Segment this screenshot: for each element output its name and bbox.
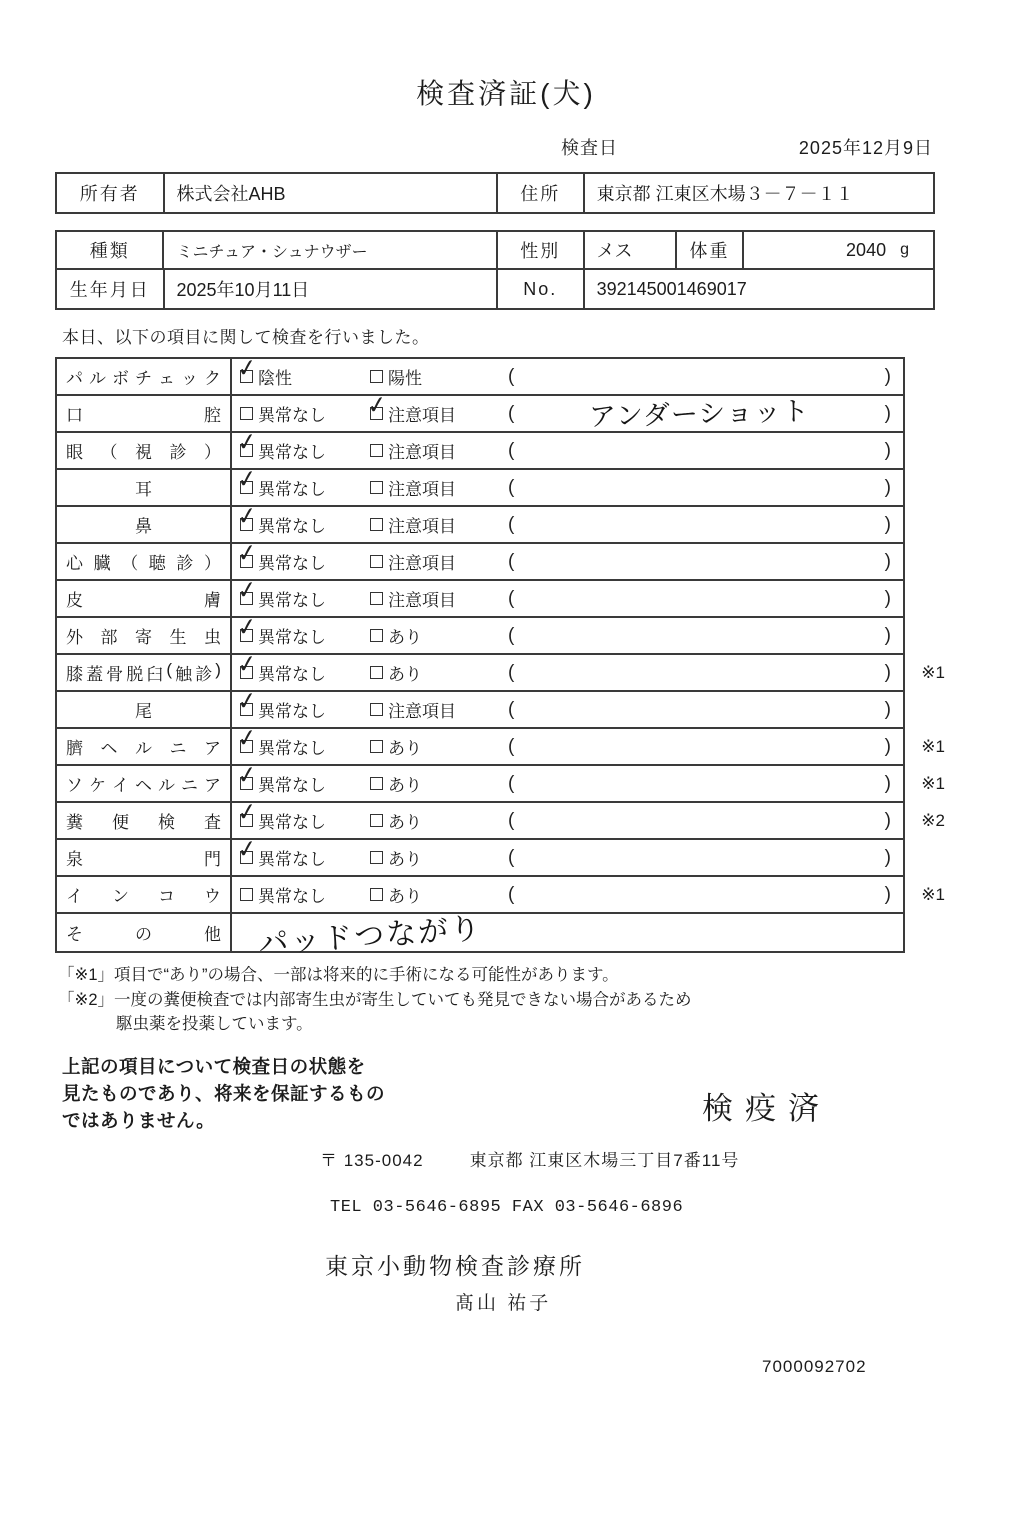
exam-option-2 [370, 623, 508, 648]
exam-option-2 [370, 364, 508, 389]
exam-option-1-label: 異常なし [258, 517, 326, 536]
checkbox-icon[interactable] [365, 390, 389, 421]
checkmark-icon: ✓ [235, 797, 259, 828]
exam-options-cell [232, 464, 903, 505]
exam-option-1 [235, 797, 370, 833]
exam-option-2-label: 注意項目 [388, 591, 456, 610]
row-footnote-mark: ※1 [921, 773, 945, 793]
close-paren: ) [884, 476, 891, 498]
exam-options-cell [232, 390, 903, 432]
exam-option-2 [370, 438, 508, 463]
clinic-tel-fax: TEL 03-5646-6895 FAX 03-5646-6896 [330, 1197, 684, 1217]
exam-option-2 [370, 882, 508, 907]
checkbox-icon[interactable] [370, 666, 383, 679]
exam-option-1 [235, 575, 370, 611]
open-paren: ( [508, 661, 515, 683]
exam-table [55, 353, 945, 961]
sex-label: 性別 [498, 232, 585, 268]
exam-item-label-cell [57, 433, 232, 468]
close-paren: ) [884, 513, 891, 535]
no-label: No. [498, 270, 585, 308]
exam-option-2 [370, 697, 508, 722]
exam-option-2-label: 注意項目 [388, 702, 456, 721]
checkbox-icon[interactable] [370, 444, 383, 457]
exam-remark-field [508, 477, 891, 499]
open-paren: ( [508, 735, 515, 757]
exam-option-1-label: 異常なし [258, 554, 326, 573]
exam-row [57, 501, 903, 544]
exam-row [57, 686, 903, 729]
open-paren: ( [508, 698, 515, 720]
exam-item-label: 外 部 寄 生 虫 [66, 628, 221, 647]
exam-remark-field [508, 366, 891, 388]
checkmark-icon: ✓ [235, 612, 259, 643]
exam-item-label: 眼 （ 視 診 ） [66, 443, 221, 462]
exam-option-2 [370, 771, 508, 796]
exam-option-2-label: 注意項目 [388, 554, 456, 573]
row-footnote-mark: ※1 [921, 884, 945, 904]
exam-option-2-label: あり [388, 813, 422, 832]
open-paren: ( [508, 772, 515, 794]
open-paren: ( [508, 402, 515, 424]
exam-option-2 [370, 734, 508, 759]
exam-option-2-label: 注意項目 [388, 480, 456, 499]
exam-item-label-cell [57, 766, 232, 801]
serial-number: 7000092702 [762, 1356, 867, 1376]
exam-option-1-label: 異常なし [258, 702, 326, 721]
open-paren: ( [508, 476, 515, 498]
exam-option-2-label: あり [388, 850, 422, 869]
exam-options-cell [232, 877, 903, 912]
checkbox-icon[interactable] [235, 612, 259, 643]
address-value: 東京都 江東区木場３－７－１１ [596, 184, 854, 204]
checkmark-icon: ✓ [235, 723, 259, 754]
exam-option-1 [235, 538, 370, 574]
breed-value: ミニチュア・シュナウザー [164, 232, 497, 268]
exam-item-label: 口 腔 [66, 406, 221, 425]
exam-option-1-label: 異常なし [258, 406, 326, 425]
exam-row [57, 723, 945, 766]
exam-option-1-label: 異常なし [258, 665, 326, 684]
exam-item-label-cell [57, 655, 232, 690]
quarantine-stamp: 検疫済 [702, 1090, 831, 1126]
exam-item-label: 泉 門 [66, 850, 221, 869]
exam-row [57, 464, 903, 507]
handwritten-note: パッドつながり [257, 911, 484, 961]
close-paren: ) [884, 809, 891, 831]
exam-option-1 [235, 723, 370, 759]
checkbox-icon[interactable] [370, 703, 383, 716]
open-paren: ( [508, 439, 515, 461]
exam-row [57, 427, 903, 470]
exam-item-label: 皮 膚 [66, 591, 221, 610]
close-paren: ) [884, 439, 891, 461]
exam-option-1-label: 異常なし [258, 850, 326, 869]
checkbox-icon[interactable] [370, 481, 383, 494]
bottom-section [62, 1053, 1012, 1134]
checkbox-icon[interactable] [235, 427, 259, 458]
exam-options-cell [232, 911, 903, 961]
checkmark-icon: ✓ [235, 353, 259, 384]
exam-option-1 [235, 760, 370, 796]
exam-options-cell [232, 797, 903, 838]
owner-label: 所有者 [57, 174, 165, 212]
checkbox-icon[interactable] [370, 518, 383, 531]
exam-item-label: 尾 [135, 702, 152, 721]
exam-item-label: パ ル ボ チ ェ ッ ク [66, 369, 221, 388]
exam-remark-field [508, 625, 891, 647]
close-paren: ) [884, 772, 891, 794]
page-title: 検査済証(犬) [416, 78, 596, 109]
birth-value: 2025年10月11日 [165, 270, 498, 308]
checkmark-icon: ✓ [235, 464, 259, 495]
checkbox-icon[interactable] [240, 407, 253, 420]
exam-item-label: 鼻 [135, 517, 152, 536]
exam-remark-field [508, 514, 891, 536]
exam-options-cell [232, 686, 903, 727]
exam-item-label-cell [57, 692, 232, 727]
exam-item-label-cell [57, 729, 232, 764]
exam-remark-field [508, 394, 891, 433]
exam-item-label: ソ ケ イ ヘ ル ニ ア [66, 776, 221, 795]
checkmark-icon: ✓ [235, 760, 259, 791]
checkbox-icon[interactable] [370, 592, 383, 605]
exam-remark-field [508, 588, 891, 610]
close-paren: ) [884, 846, 891, 868]
exam-option-1-label: 陰性 [258, 369, 292, 388]
exam-options-cell [232, 649, 903, 690]
row-footnote-mark: ※1 [921, 662, 945, 682]
exam-option-1 [235, 649, 370, 685]
exam-option-1-label: 異常なし [258, 480, 326, 499]
open-paren: ( [508, 365, 515, 387]
exam-option-1-label: 異常なし [258, 443, 326, 462]
exam-option-1 [235, 464, 370, 500]
no-value: 392145001469017 [596, 278, 747, 299]
open-paren: ( [508, 550, 515, 572]
close-paren: ) [884, 624, 891, 646]
footnotes [58, 963, 1012, 1037]
intro-text: 本日、以下の項目に関して検査を行いました。 [62, 328, 430, 347]
checkbox-icon[interactable] [370, 814, 383, 827]
checkbox-icon[interactable] [235, 760, 259, 791]
checkmark-icon: ✓ [235, 686, 259, 717]
exam-option-2 [370, 845, 508, 870]
owner-table [55, 172, 935, 214]
checkbox-icon[interactable] [370, 888, 383, 901]
exam-item-label: 耳 [135, 480, 152, 499]
exam-option-2-label: あり [388, 628, 422, 647]
exam-option-1 [235, 834, 370, 870]
checkbox-icon[interactable] [235, 464, 259, 495]
clinic-postal-code: 〒 135-0042 [320, 1150, 424, 1170]
exam-option-1 [235, 501, 370, 537]
inspection-date-row [55, 134, 935, 160]
checkbox-icon[interactable] [235, 797, 259, 828]
exam-item-label-cell [57, 359, 232, 394]
exam-options-cell [232, 612, 903, 653]
exam-item-label: 膝 蓋 骨 脱 臼 ( 触 診 ) [66, 660, 221, 684]
exam-item-label: 糞 便 検 査 [66, 813, 221, 832]
checkbox-icon[interactable] [235, 686, 259, 717]
checkbox-icon[interactable] [235, 353, 259, 384]
address-label: 住所 [498, 174, 585, 212]
exam-item-label: そ の 他 [66, 925, 221, 944]
clinic-address: 東京都 江東区木場三丁目7番11号 [469, 1150, 740, 1170]
exam-item-label: イ ン コ ウ [66, 887, 221, 906]
exam-remark-field [508, 773, 891, 795]
exam-option-1 [235, 427, 370, 463]
exam-option-2 [370, 475, 508, 500]
exam-option-2-label: 注意項目 [388, 443, 456, 462]
clinic-address-row [320, 1146, 1012, 1171]
exam-option-1-label: 異常なし [258, 813, 326, 832]
close-paren: ) [884, 698, 891, 720]
weight-label: 体重 [677, 232, 744, 268]
exam-option-2-label: あり [388, 665, 422, 684]
disclaimer-line-3: ではありません。 [62, 1109, 216, 1131]
checkmark-icon: ✓ [235, 501, 259, 532]
exam-row [57, 390, 903, 433]
checkbox-icon[interactable] [235, 538, 259, 569]
exam-option-2-label: 注意項目 [388, 517, 456, 536]
exam-options-cell [232, 427, 903, 468]
exam-option-2-label: あり [388, 739, 422, 758]
exam-option-2 [365, 390, 508, 426]
exam-option-2-label: あり [388, 776, 422, 795]
exam-option-1 [240, 401, 370, 426]
exam-row [57, 649, 945, 692]
exam-option-1-label: 異常なし [258, 591, 326, 610]
exam-option-1 [235, 353, 370, 389]
open-paren: ( [508, 513, 515, 535]
exam-options-cell [232, 834, 903, 875]
exam-remark-field [508, 884, 891, 906]
exam-item-label-cell [57, 544, 232, 579]
inspection-date-value: 2025年12月9日 [798, 138, 933, 158]
exam-row [57, 911, 903, 961]
exam-row [57, 612, 903, 655]
exam-remark-field [508, 847, 891, 869]
close-paren: ) [884, 402, 891, 424]
exam-option-2 [370, 808, 508, 833]
checkbox-icon[interactable] [235, 723, 259, 754]
exam-remark-field [508, 699, 891, 721]
checkbox-icon[interactable] [370, 740, 383, 753]
exam-row [57, 760, 945, 803]
exam-options-cell [232, 501, 903, 542]
disclaimer-line-1: 上記の項目について検査日の状態を [62, 1055, 366, 1077]
exam-item-label-cell [57, 618, 232, 653]
exam-remark-field [508, 551, 891, 573]
clinic-name: 東京小動物検査診療所 [325, 1252, 585, 1279]
open-paren: ( [508, 809, 515, 831]
exam-item-label-cell [57, 877, 232, 912]
exam-item-label: 心 臓 （ 聴 診 ） [66, 554, 221, 573]
exam-item-label-cell [57, 581, 232, 616]
exam-option-1-label: 異常なし [258, 739, 326, 758]
inspection-date-label: 検査日 [561, 138, 618, 158]
exam-option-1-label: 異常なし [258, 887, 326, 906]
checkbox-icon[interactable] [370, 777, 383, 790]
checkbox-icon[interactable] [370, 555, 383, 568]
exam-row [57, 797, 945, 840]
close-paren: ) [884, 587, 891, 609]
checkbox-icon[interactable] [370, 629, 383, 642]
weight-value: 2040 [846, 239, 887, 260]
open-paren: ( [508, 587, 515, 609]
exam-remark-field [508, 662, 891, 684]
exam-row [57, 538, 903, 581]
checkbox-icon[interactable] [235, 575, 259, 606]
close-paren: ) [884, 365, 891, 387]
breed-label: 種類 [57, 232, 164, 268]
close-paren: ) [884, 735, 891, 757]
weight-cell [744, 232, 933, 268]
exam-option-1 [235, 686, 370, 722]
exam-remark-field [508, 440, 891, 462]
checkmark-icon: ✓ [235, 649, 259, 680]
checkbox-icon[interactable] [370, 370, 383, 383]
pet-info-table [55, 230, 935, 310]
exam-option-1-label: 異常なし [258, 776, 326, 795]
footnote-1: 「※1」項目で“あり”の場合、一部は将来的に手術になる可能性があります。 [58, 966, 619, 984]
exam-option-2 [370, 549, 508, 574]
sex-value: メス [585, 232, 678, 268]
exam-options-cell [232, 575, 903, 616]
exam-item-label-cell [57, 914, 232, 951]
exam-options-cell [232, 760, 903, 801]
exam-item-label: 臍 ヘ ル ニ ア [66, 739, 221, 758]
exam-remark-field [508, 736, 891, 758]
footnote-2: 「※2」一度の糞便検査では内部寄生虫が寄生していても発見できない場合があるため [58, 990, 692, 1009]
checkbox-icon[interactable] [235, 834, 259, 865]
exam-option-2 [370, 660, 508, 685]
exam-item-label-cell [57, 396, 232, 431]
handwritten-note: アンダーショット [588, 396, 811, 432]
checkmark-icon: ✓ [235, 538, 259, 569]
exam-item-label-cell [57, 507, 232, 542]
exam-option-2-label: 注意項目 [388, 406, 456, 425]
exam-item-label-cell [57, 840, 232, 875]
checkbox-icon[interactable] [370, 851, 383, 864]
open-paren: ( [508, 883, 515, 905]
close-paren: ) [884, 550, 891, 572]
owner-value: 株式会社AHB [165, 174, 498, 212]
weight-unit: g [900, 241, 909, 258]
exam-option-1 [240, 882, 370, 907]
checkbox-icon[interactable] [235, 649, 259, 680]
exam-item-label-cell [57, 803, 232, 838]
exam-options-cell [232, 723, 903, 764]
exam-item-label-cell [57, 470, 232, 505]
footnote-2-continued: 駆虫薬を投薬しています。 [116, 1015, 313, 1033]
row-footnote-mark: ※2 [921, 810, 945, 830]
exam-row [57, 834, 903, 877]
checkmark-icon: ✓ [235, 834, 259, 865]
doctor-name: 髙山 祐子 [455, 1292, 552, 1314]
row-footnote-mark: ※1 [921, 736, 945, 756]
open-paren: ( [508, 624, 515, 646]
exam-option-2 [370, 512, 508, 537]
exam-row [57, 575, 903, 618]
disclaimer-line-2: 見たものであり、将来を保証するもの [62, 1082, 386, 1104]
open-paren: ( [508, 846, 515, 868]
close-paren: ) [884, 661, 891, 683]
checkbox-icon[interactable] [235, 501, 259, 532]
close-paren: ) [884, 883, 891, 905]
exam-option-1-label: 異常なし [258, 628, 326, 647]
checkbox-icon[interactable] [240, 888, 253, 901]
checkmark-icon: ✓ [235, 575, 259, 606]
checkmark-icon: ✓ [235, 427, 259, 458]
exam-option-2-label: 陽性 [388, 369, 422, 388]
disclaimer-text [62, 1053, 494, 1134]
exam-option-1 [235, 612, 370, 648]
exam-remark-field [508, 810, 891, 832]
checkmark-icon: ✓ [365, 390, 389, 421]
exam-options-cell [232, 538, 903, 579]
exam-option-2 [370, 586, 508, 611]
exam-option-2-label: あり [388, 887, 422, 906]
birth-label: 生年月日 [57, 270, 165, 308]
